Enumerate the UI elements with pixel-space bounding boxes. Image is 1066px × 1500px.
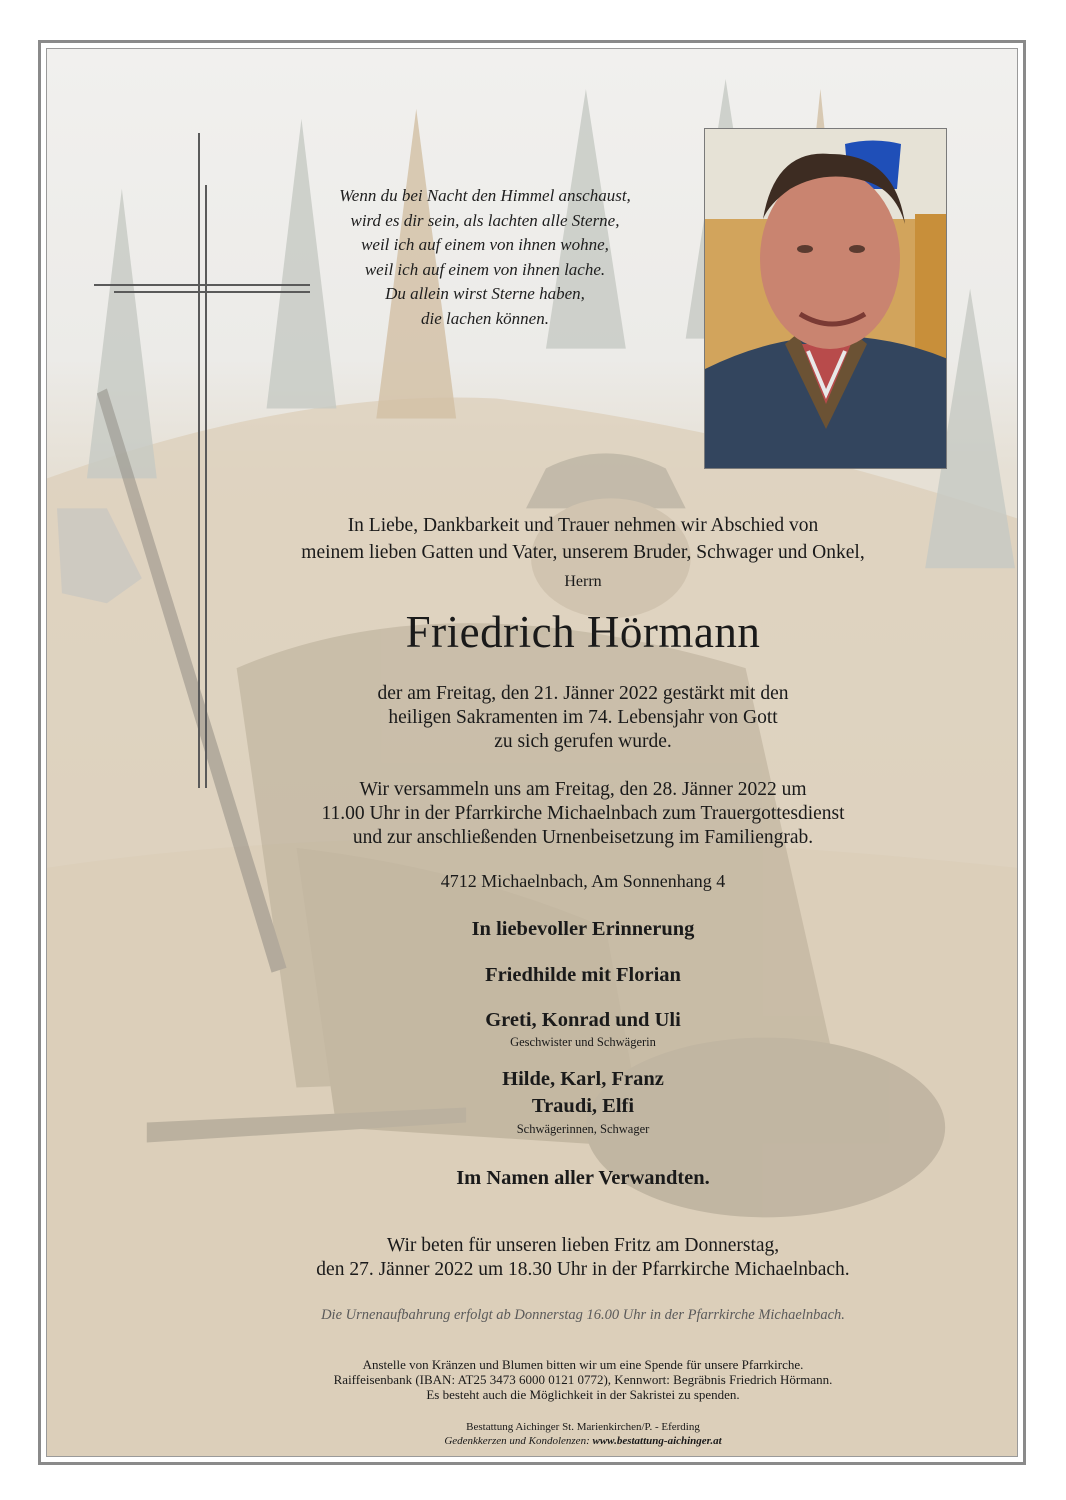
farewell-intro <box>120 512 1046 566</box>
donation-line: Raiffeisenbank (IBAN: AT25 3473 6000 0121 0772), Kennwort: Begräbnis Friedrich Hörmann. <box>333 1372 833 1387</box>
family-address: 4712 Michaelnbach, Am Sonnenhang 4 <box>440 871 726 891</box>
intro-line: In Liebe, Dankbarkeit und Trauer nehmen wir Abschied von <box>347 515 819 536</box>
salutation: Herrn <box>564 573 602 590</box>
portrait-photo <box>704 128 947 469</box>
mourners-heading: In liebevoller Erinnerung <box>471 918 695 940</box>
condolence-label: Gedenkkerzen und Kondolenzen: <box>444 1435 593 1447</box>
service-line: Wir versammeln uns am Freitag, den 28. Jänner 2022 um <box>359 779 807 800</box>
poem-line: wird es dir sein, als lachten alle Sterne, <box>350 210 620 230</box>
donation-line: Es besteht auch die Möglichkeit in der Sakristei zu spenden. <box>426 1387 740 1402</box>
funeral-service-info <box>120 778 1046 850</box>
undertaker-name: Bestattung Aichinger St. Marienkirchen/P. - Eferding <box>466 1421 700 1433</box>
intro-line: meinem lieben Gatten und Vater, unserem Bruder, Schwager und Onkel, <box>301 542 865 563</box>
mourner-relation: Schwägerinnen, Schwager <box>516 1122 650 1136</box>
poem-line: die lachen können. <box>421 308 549 328</box>
death-notice <box>120 682 1046 754</box>
prayer-line: den 27. Jänner 2022 um 18.30 Uhr in der Pfarrkirche Michaelnbach. <box>316 1259 850 1280</box>
mourner-group: Traudi, Elfi <box>531 1095 635 1117</box>
undertaker-website-link[interactable]: www.bestattung-aichinger.at <box>592 1435 722 1447</box>
service-line: 11.00 Uhr in der Pfarrkirche Michaelnbach zum Trauergottesdienst <box>321 803 845 824</box>
mourner-relation: Geschwister und Schwägerin <box>510 1035 656 1049</box>
death-notice-line: der am Freitag, den 21. Jänner 2022 gestärkt mit den <box>377 683 789 704</box>
donation-notice <box>120 1357 1046 1402</box>
mourners-closing: Im Namen aller Verwandten. <box>456 1167 710 1189</box>
death-notice-line: heiligen Sakramenten im 74. Lebensjahr von Gott <box>388 707 778 728</box>
poem-line: Du allein wirst Sterne haben, <box>385 284 585 303</box>
poem-line: Wenn du bei Nacht den Himmel anschaust, <box>339 186 631 205</box>
donation-line: Anstelle von Kränzen und Blumen bitten wir um eine Spende für unsere Pfarrkirche. <box>362 1357 804 1372</box>
memorial-poem <box>300 184 670 331</box>
mourner-group: Friedhilde mit Florian <box>485 964 681 986</box>
mourner-group: Greti, Konrad und Uli <box>485 1009 681 1031</box>
service-line: und zur anschließenden Urnenbeisetzung im Familiengrab. <box>352 827 814 848</box>
undertaker-info <box>120 1420 1046 1448</box>
prayer-line: Wir beten für unseren lieben Fritz am Donnerstag, <box>386 1235 780 1256</box>
poem-line: weil ich auf einem von ihnen lache. <box>364 259 606 279</box>
death-notice-line: zu sich gerufen wurde. <box>494 731 672 752</box>
deceased-name: Friedrich Hörmann <box>405 607 761 657</box>
mourner-group: Hilde, Karl, Franz <box>502 1068 664 1090</box>
urn-viewing-note: Die Urnenaufbahrung erfolgt ab Donnerstag 16.00 Uhr in der Pfarrkirche Michaelnbach. <box>321 1307 845 1323</box>
condolence-line <box>120 1434 1046 1448</box>
poem-line: weil ich auf einem von ihnen wohne, <box>361 235 609 254</box>
prayer-info <box>120 1234 1046 1282</box>
